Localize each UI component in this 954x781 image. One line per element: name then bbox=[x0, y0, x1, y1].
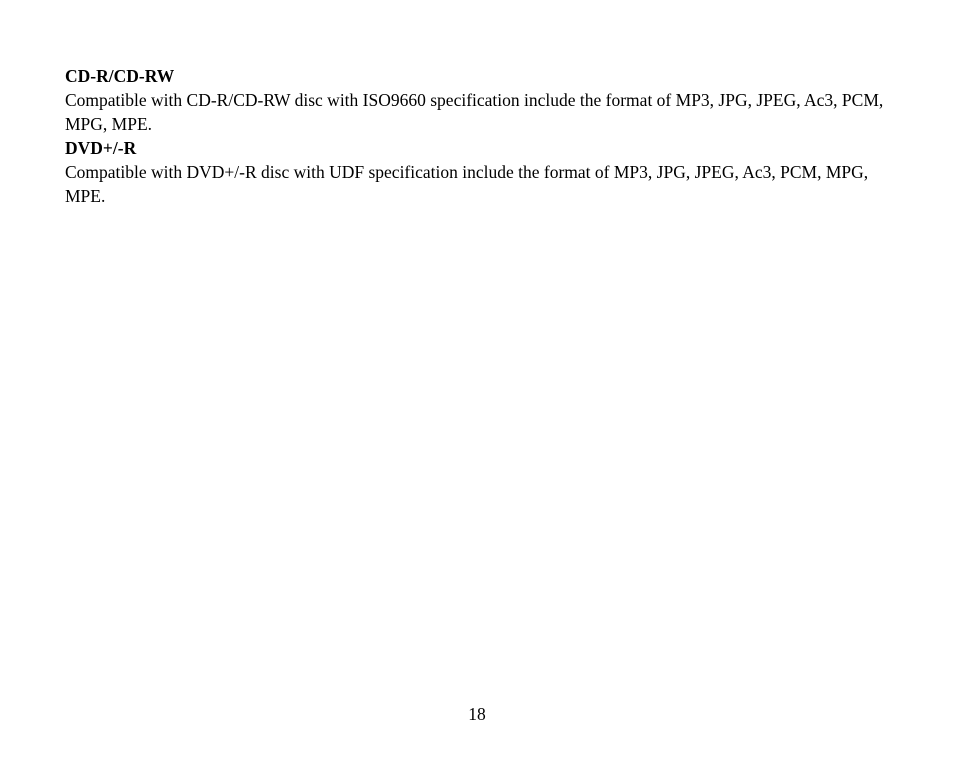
document-content bbox=[65, 64, 895, 208]
section-body-cd-r-cd-rw: Compatible with CD-R/CD-RW disc with ISO9660 specification include the format of MP3, JPG, JPEG, Ac3, PCM, MPG, MPE. bbox=[65, 90, 884, 134]
section-heading-dvd-r: DVD+/-R bbox=[65, 138, 137, 158]
section-dvd-r bbox=[65, 136, 895, 208]
section-cd-r-cd-rw bbox=[65, 64, 895, 136]
page-number: 18 bbox=[468, 704, 486, 724]
section-body-dvd-r: Compatible with DVD+/-R disc with UDF specification include the format of MP3, JPG, JPEG, Ac3, PCM, MPG, MPE. bbox=[65, 162, 869, 206]
section-heading-cd-r-cd-rw: CD-R/CD-RW bbox=[65, 66, 175, 86]
